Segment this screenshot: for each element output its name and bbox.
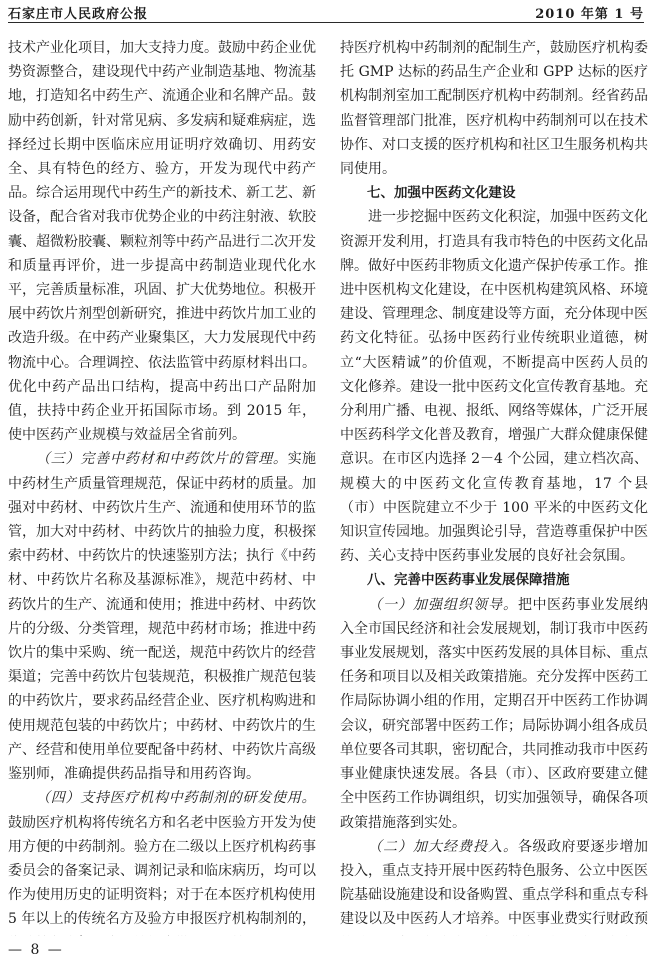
right-column <box>340 36 648 936</box>
paragraph <box>8 786 316 936</box>
subsection-label: （二）加大经费投入。 <box>368 838 518 855</box>
section-heading: 七、加强中医药文化建设 <box>367 185 516 202</box>
section-heading: 八、完善中医药事业发展保障措施 <box>367 572 570 589</box>
paragraph-text: 鼓励医疗机构将传统名方和名老中医验方开发为使用方便的中药制剂。验方在二级以上医疗机构药事委员会的备案记录、调剂记录和临床病历，均可以作为使用历史的证明资料；对于在本医疗机构使用 5 年以上的传统名方及验方申报医疗机构制剂的， <box>8 814 316 928</box>
paragraph-text: 实施中药材生产质量管理规范，保证中药材的质量。加强对中药材、中药饮片生产、流通和使用环节的监管，加大对中药材、中药饮片的抽验力度，积极探索中药材、中药饮片的快速鉴别方法；执行《中药材、中药饮片名称及基源标准》，规范中药材、中药饮片的生产、流通和使用；推进中药材、中药饮片的分级、分类管理，规范中药材市场；推进中药饮片的集中采购、统一配送，规范中药饮片的经营渠道；完善中药饮片包装规范，积极推广规范包装的中药饮片，要求药品经营企业、医疗机构购进和使用规范包装的中药饮片；中药材、中药饮片的生产、经营和使用单位要配备中药材、中药饮片高级鉴别师，准确提供药品指导和用药咨询。 <box>8 451 316 783</box>
issue-number: 2010 年第 1 号 <box>535 7 644 22</box>
paragraph <box>340 593 648 835</box>
publication-title: 石家庄市人民政府公报 <box>8 7 149 22</box>
paragraph: 技术产业化项目，加大支持力度。鼓励中药企业优势资源整合，建设现代中药产业制造基地、物流基地，打造知名中药生产、流通企业和名牌产品。鼓励中药创新，针对常见病、多发病和疑难病症，选择经过长期中医临床应用证明疗效确切、用药安全、具有特色的经方、验方，开发为现代中药产品。综合运用现代中药生产的新技术、新工艺、新设备，配合省对我市优势企业的中药注射液、软胶囊、超微粉胶囊、颗粒剂等中药产品进行二次开发和质量再评价，进一步提高中药制造业现代化水平，完善质量标准，巩固、扩大优势地位。积极开展中药饮片剂型创新研究，推进中药饮片加工业的改造升级。在中药产业聚集区，大力发展现代中药物流中心。合理调控、依法监管中药原材料出口。优化中药产品出口结构，提高中药出口产品附加值，扶持中药企业开拓国际市场。到 2015 年，使中医药产业规模与效益居全省前列。 <box>8 40 316 444</box>
paragraph: 进一步挖掘中医药文化积淀，加强中医药文化资源开发利用，打造具有我市特色的中医药文化品牌。做好中医药非物质文化遗产保护传承工作。推进中医机构文化建设，在中医机构建筑风格、环境建设、管理理念、制度建设等方面，充分体现中医药文化特征。弘扬中医药行业传统职业道德，树立“大医精诚”的价值观，不断提高中医药人员的文化修养。建设一批中医药文化宣传教育基地。充分利用广播、电视、报纸、网络等媒体，广泛开展中医药科学文化普及教育，增强广大群众健康保健意识。在市区内选择 2－4 个公园，建立档次高、规模大的中医药文化宣传教育基地，17 个县（市）中医院建立不少于 100 平米的中医药文化知识宣传园地。加强舆论引导，营造尊重保护中医药、关心支持中医药事业发展的良好社会氛围。 <box>340 209 648 565</box>
paragraph-text: 把中医药事业发展纳入全市国民经济和社会发展规划，制订我市中医药事业发展规划，落实中医药发展的具体目标、重点任务和项目以及相关政策措施。充分发挥中医药工作局际协调小组的作用，定期召开中医药工作协调会议，研究部署中医药工作；局际协调小组各成员单位要各司其职，密切配合，共同推动我市中医药事业健康快速发展。各县（市）、区政府要建立健全中医药工作协调组织，切实加强领导，确保各项政策措施落到实处。 <box>340 596 648 831</box>
paragraph <box>8 447 316 786</box>
subsection-label: （四）支持医疗机构中药制剂的研发使用。 <box>36 790 316 807</box>
paragraph <box>340 835 648 936</box>
page-header <box>8 0 644 23</box>
paragraph-text: 各级政府要逐步增加投入，重点支持开展中医药特色服务、公立中医医院基础设施建设和设备购置、重点学科和重点专科建设以及中医药人才培养。中医事业费实行财政预 <box>340 838 648 928</box>
left-column <box>8 36 316 936</box>
subsection-label: （一）加强组织领导。 <box>368 596 518 613</box>
paragraph: 持医疗机构中药制剂的配制生产，鼓励医疗机构委托 GMP 达标的药品生产企业和 GPP 达标的医疗机构制剂室加工配制医疗机构中药制剂。经省药品监督管理部门批准，医疗机构中药制剂可以在技术协作、对口支援的医疗机构和社区卫生服务机构共同使用。 <box>340 40 648 178</box>
page-number: — 8 — <box>8 942 64 958</box>
subsection-label: （三）完善中药材和中药饮片的管理。 <box>36 451 288 468</box>
